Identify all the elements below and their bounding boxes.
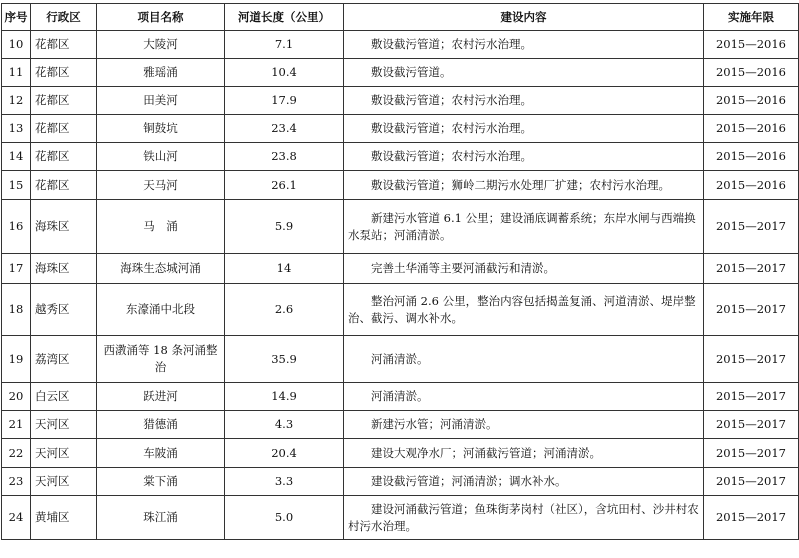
length-cell: 14.9 [225,383,344,411]
content-text: 新建污水管；河涌清淤。 [371,417,498,431]
content-text: 新建污水管道 6.1 公里；建设涌底调蓄系统；东岸水闸与西端换水泵站；河涌清淤。 [348,210,696,242]
length-cell: 23.8 [225,143,344,171]
period-cell: 2015—2017 [704,411,799,439]
length-cell: 35.9 [225,336,344,383]
district-cell: 花都区 [31,31,97,59]
period-cell: 2015—2017 [704,496,799,540]
period-cell: 2015—2017 [704,468,799,496]
table-row [2,383,799,411]
table-row [2,200,799,254]
content-cell [344,496,704,540]
length-cell: 17.9 [225,87,344,115]
content-cell [344,200,704,254]
table-row [2,143,799,171]
project-name-cell: 马 涌 [97,200,225,254]
content-text: 敷设截污管道；农村污水治理。 [371,149,532,163]
district-cell: 花都区 [31,171,97,200]
district-cell: 海珠区 [31,200,97,254]
header-row [2,4,799,31]
content-cell [344,31,704,59]
row-number: 10 [2,31,31,59]
project-name-cell: 铁山河 [97,143,225,171]
project-name-cell: 东濠涌中北段 [97,284,225,336]
project-name-cell: 雅瑶涌 [97,59,225,87]
district-cell: 天河区 [31,468,97,496]
content-text: 敷设截污管道。 [371,65,452,79]
table-row [2,87,799,115]
project-name-cell: 西漖涌等 18 条河涌整治 [97,336,225,383]
length-cell: 5.0 [225,496,344,540]
district-cell: 天河区 [31,439,97,468]
length-cell: 4.3 [225,411,344,439]
row-number: 16 [2,200,31,254]
project-name-cell: 铜鼓坑 [97,115,225,143]
table-body [2,31,799,540]
content-cell [344,143,704,171]
row-number: 23 [2,468,31,496]
row-number: 17 [2,254,31,284]
district-cell: 白云区 [31,383,97,411]
table-header [2,4,799,31]
content-cell [344,336,704,383]
district-cell: 花都区 [31,143,97,171]
period-cell: 2015—2016 [704,171,799,200]
content-text: 敷设截污管道；农村污水治理。 [371,37,532,51]
table-row [2,31,799,59]
project-name-cell: 大陵河 [97,31,225,59]
row-number: 22 [2,439,31,468]
content-cell [344,439,704,468]
period-cell: 2015—2017 [704,254,799,284]
district-cell: 花都区 [31,115,97,143]
table-row [2,254,799,284]
row-number: 20 [2,383,31,411]
project-name-cell: 猎德涌 [97,411,225,439]
content-text: 河涌清淤。 [371,389,429,403]
content-text: 河涌清淤。 [371,351,429,366]
content-cell [344,115,704,143]
content-text: 完善土华涌等主要河涌截污和清淤。 [371,261,555,275]
header-content: 建设内容 [344,4,704,31]
content-cell [344,254,704,284]
length-cell: 23.4 [225,115,344,143]
content-text: 敷设截污管道；农村污水治理。 [371,93,532,107]
row-number: 19 [2,336,31,383]
district-cell: 荔湾区 [31,336,97,383]
project-name-cell: 车陂涌 [97,439,225,468]
length-cell: 20.4 [225,439,344,468]
row-number: 14 [2,143,31,171]
header-length: 河道长度（公里） [225,4,344,31]
period-cell: 2015—2016 [704,31,799,59]
project-name-cell: 棠下涌 [97,468,225,496]
district-cell: 花都区 [31,87,97,115]
length-cell: 26.1 [225,171,344,200]
row-number: 15 [2,171,31,200]
content-cell [344,171,704,200]
table-row [2,284,799,336]
table-row [2,115,799,143]
length-cell: 5.9 [225,200,344,254]
project-name-cell: 跃进河 [97,383,225,411]
project-table [1,3,799,540]
district-cell: 花都区 [31,59,97,87]
length-cell: 3.3 [225,468,344,496]
period-cell: 2015—2016 [704,87,799,115]
content-text: 建设河涌截污管道；鱼珠街茅岗村（社区），含坑田村、沙井村农村污水治理。 [348,501,699,533]
table-row [2,468,799,496]
project-name-cell: 天马河 [97,171,225,200]
district-cell: 天河区 [31,411,97,439]
row-number: 12 [2,87,31,115]
length-cell: 10.4 [225,59,344,87]
content-text: 整治河涌 2.6 公里，整治内容包括揭盖复涌、河道清淤、堤岸整治、截污、调水补水。 [348,293,696,325]
header-district: 行政区 [31,4,97,31]
period-cell: 2015—2016 [704,115,799,143]
row-number: 13 [2,115,31,143]
content-text: 建设截污管道；河涌清淤；调水补水。 [371,474,567,488]
row-number: 24 [2,496,31,540]
header-name: 项目名称 [97,4,225,31]
table-row [2,59,799,87]
length-cell: 14 [225,254,344,284]
period-cell: 2015—2017 [704,284,799,336]
header-no: 序号 [2,4,31,31]
content-cell [344,284,704,336]
row-number: 18 [2,284,31,336]
content-text: 建设大观净水厂；河涌截污管道；河涌清淤。 [371,445,601,460]
period-cell: 2015—2017 [704,383,799,411]
period-cell: 2015—2016 [704,59,799,87]
table-row [2,336,799,383]
length-cell: 2.6 [225,284,344,336]
district-cell: 海珠区 [31,254,97,284]
period-cell: 2015—2017 [704,336,799,383]
table-row [2,439,799,468]
table-row [2,171,799,200]
table-row [2,411,799,439]
content-cell [344,59,704,87]
content-text: 敷设截污管道；农村污水治理。 [371,121,532,135]
district-cell: 黄埔区 [31,496,97,540]
header-period: 实施年限 [704,4,799,31]
project-name-cell: 珠江涌 [97,496,225,540]
content-text: 敷设截污管道；狮岭二期污水处理厂扩建；农村污水治理。 [371,177,670,192]
table-row [2,496,799,540]
project-name-cell: 田美河 [97,87,225,115]
row-number: 11 [2,59,31,87]
content-cell [344,468,704,496]
period-cell: 2015—2017 [704,439,799,468]
project-name-cell: 海珠生态城河涌 [97,254,225,284]
period-cell: 2015—2017 [704,200,799,254]
district-cell: 越秀区 [31,284,97,336]
row-number: 21 [2,411,31,439]
content-cell [344,87,704,115]
content-cell [344,383,704,411]
length-cell: 7.1 [225,31,344,59]
period-cell: 2015—2016 [704,143,799,171]
content-cell [344,411,704,439]
